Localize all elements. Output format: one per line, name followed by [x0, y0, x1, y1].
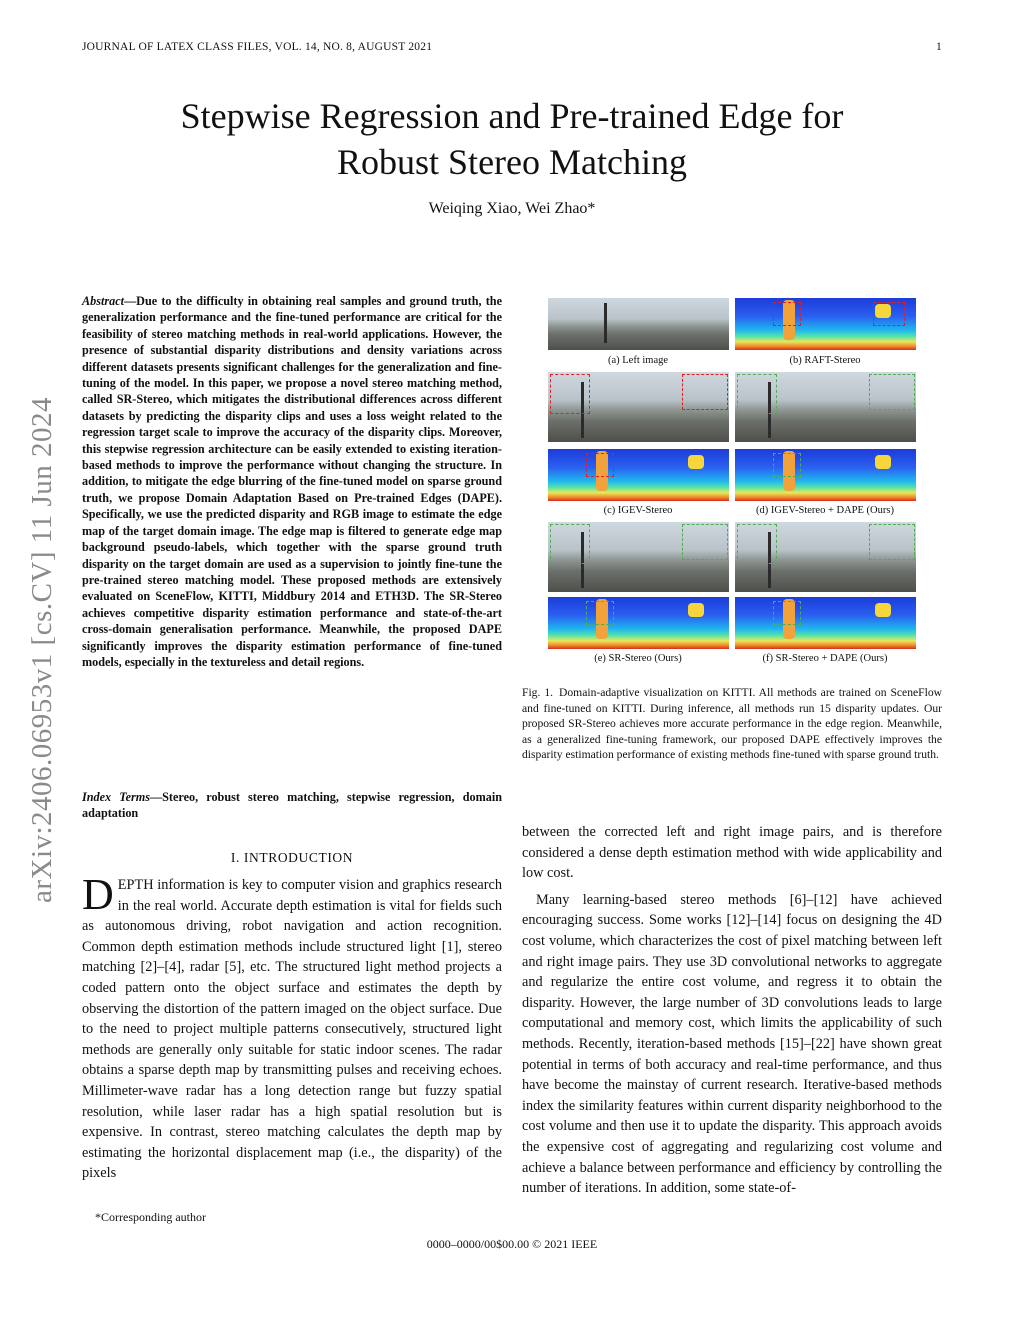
- intro-paragraph: [82, 870, 502, 1184]
- figure-1: [548, 298, 924, 668]
- arxiv-stamp: arXiv:2406.06953v1 [cs.CV] 11 Jun 2024: [26, 396, 58, 904]
- depth-blob: [688, 455, 704, 469]
- drop-cap: D: [82, 870, 114, 919]
- running-head: JOURNAL OF LATEX CLASS FILES, VOL. 14, NO. 8, AUGUST 2021: [82, 41, 433, 53]
- highlight-box: [773, 302, 801, 326]
- subcaption-b: (b) RAFT-Stereo: [789, 355, 861, 366]
- highlight-box: [869, 374, 915, 410]
- figure-caption-text: Domain-adaptive visualization on KITTI. All methods are trained on SceneFlow and fine-tuned on KITTI. During inference, all methods run 15 disparity updates. Our proposed SR-Stereo achieves more accurate performance in the edge region. Meanwhile, as a generalized fine-tuning framework, our proposed DAPE effectively improves the disparity estimation performance of existing methods fine-tuned with sparse ground truth.: [522, 686, 942, 762]
- figure-caption: [522, 685, 942, 763]
- sr-dape-depth-panel: [735, 597, 916, 649]
- highlight-box: [773, 601, 801, 625]
- figure-label: Fig. 1.: [522, 686, 554, 699]
- igev-dape-depth-panel: [735, 449, 916, 501]
- highlight-box: [586, 453, 614, 477]
- subcaption-d: (d) IGEV-Stereo + DAPE (Ours): [756, 505, 894, 516]
- highlight-box: [586, 601, 614, 625]
- traffic-pole: [604, 303, 607, 343]
- index-terms-text: —Stereo, robust stereo matching, stepwise regression, domain adaptation: [82, 790, 502, 821]
- related-work-paragraph: Many learning-based stereo methods [6]–[12] have achieved encouraging success. Some works [12]–[14] focus on designing the 4D cost volume, which characterizes the cost of pixel matching between left and right image pairs. They use 3D convolutional networks to aggregate and regularize the entire cost volume, and regress it to obtain the disparity. However, the large number of 3D convolutions leads to large computational and memory cost, which limits the applicability of such methods. Recently, iteration-based methods [15]–[22] have shown great potential in terms of both accuracy and real-time performance, and thus have become the mainstay of current research. Iterative-based methods index the similarity features within current disparity neighborhood to the cost volume and then use it to update the disparity. This approach avoids the expensive cost of aggregating and regularizing cost volume and achieve a balance between performance and efficiency by controlling the number of iterations. In addition, some state-of-: [522, 891, 942, 1197]
- igev-rgb-panel: [548, 372, 729, 442]
- page-number: 1: [936, 41, 942, 53]
- intro-text: EPTH information is key to computer vision and graphics research in the real world. Accurate depth estimation is vital for fields such as autonomous driving, robot navigation and action recognition. Common depth estimation methods include structured light [1], stereo matching [2]–[4], radar [5], etc. The structured light method projects a coded pattern onto the object surface and estimates the depth by observing the distortion of the pattern imaged on the object surface. Due to the need to project multiple patterns consecutively, structured light methods are generally only suitable for static indoor scenes. The radar obtains a sparse depth map by transmitting pulses and receiving echoes. Millimeter-wave radar has a long detection range but fuzzy spatial resolution, while laser radar has a high spatial resolution but is expensive. In contrast, stereo matching calculates the depth map by estimating the horizontal displacement map (i.e., the disparity) of the pixels: [82, 877, 502, 1182]
- authors: Weiqing Xiao, Wei Zhao*: [428, 200, 596, 217]
- raft-stereo-panel: [735, 298, 916, 350]
- highlight-box: [737, 524, 777, 564]
- highlight-box: [869, 524, 915, 560]
- abstract-text: —Due to the difficulty in obtaining real samples and ground truth, the generalization performance and the fine-tuned performance are critical for the feasibility of stereo matching methods in real-world applications. However, the presence of substantial disparity distributions and density variations across different datasets presents significant challenges for the generalization and fine-tuning of the model. In this paper, we propose a novel stereo matching method, called SR-Stereo, which mitigates the distributional differences across different datasets by predicting the disparity clips and uses a loss weight related to the regression target scale to improve the accuracy of the disparity clips. Moreover, this stepwise regression architecture can be easily extended to existing iteration-based methods to improve the performance without changing the structure. In addition, to mitigate the edge blurring of the fine-tuned model on sparse ground truth, we propose Domain Adaptation Based on Pre-trained Edges (DAPE). Specifically, we use the predicted disparity and RGB image to estimate the edge map of the target domain image. The edge map is filtered to generate edge map background pseudo-labels, which together with the sparse ground truth disparity on the target domain are used as a supervision to jointly fine-tune the pre-trained stereo matching model. These proposed methods are extensively evaluated on SceneFlow, KITTI, Middbury 2014 and ETH3D. The SR-Stereo achieves competitive disparity estimation performance and state-of-the-art cross-domain generalisation performance. Meanwhile, the proposed DAPE significantly improves the disparity estimation performance of fine-tuned models, especially in the textureless and detail regions.: [82, 294, 502, 669]
- highlight-box: [773, 453, 801, 477]
- highlight-box: [682, 374, 728, 410]
- depth-blob: [875, 455, 891, 469]
- subcaption-e: (e) SR-Stereo (Ours): [594, 653, 682, 664]
- depth-blob: [688, 603, 704, 617]
- paper-title: [82, 93, 942, 185]
- column-2-body: [522, 822, 942, 1199]
- sr-rgb-panel: [548, 522, 729, 592]
- title-line-1: Stepwise Regression and Pre-trained Edge for: [180, 96, 844, 136]
- sr-depth-panel: [548, 597, 729, 649]
- section-heading: [82, 850, 502, 866]
- highlight-box: [682, 524, 728, 560]
- sr-dape-rgb-panel: [735, 522, 916, 592]
- section-number: I.: [230, 850, 240, 865]
- abstract: [82, 293, 502, 670]
- index-terms: [82, 789, 502, 822]
- igev-depth-panel: [548, 449, 729, 501]
- subcaption-f: (f) SR-Stereo + DAPE (Ours): [762, 653, 888, 664]
- igev-dape-rgb-panel: [735, 372, 916, 442]
- index-terms-lead: Index Terms: [82, 790, 150, 804]
- continuation-paragraph: between the corrected left and right image pairs, and is therefore considered a dense depth estimation method with wide applicability and low cost.: [522, 824, 942, 882]
- subcaption-a: (a) Left image: [607, 355, 669, 366]
- left-image-panel: [548, 298, 729, 350]
- highlight-box: [550, 374, 590, 414]
- copyright-footer: 0000–0000/00$00.00 © 2021 IEEE: [426, 1237, 598, 1251]
- section-title: INTRODUCTION: [243, 850, 354, 865]
- title-line-2: Robust Stereo Matching: [337, 142, 687, 182]
- highlight-box: [737, 374, 777, 414]
- footnote: *Corresponding author: [95, 1210, 206, 1224]
- highlight-box: [873, 302, 905, 326]
- highlight-box: [550, 524, 590, 564]
- abstract-lead: Abstract: [82, 294, 124, 308]
- subcaption-c: (c) IGEV-Stereo: [603, 505, 673, 516]
- depth-blob: [875, 603, 891, 617]
